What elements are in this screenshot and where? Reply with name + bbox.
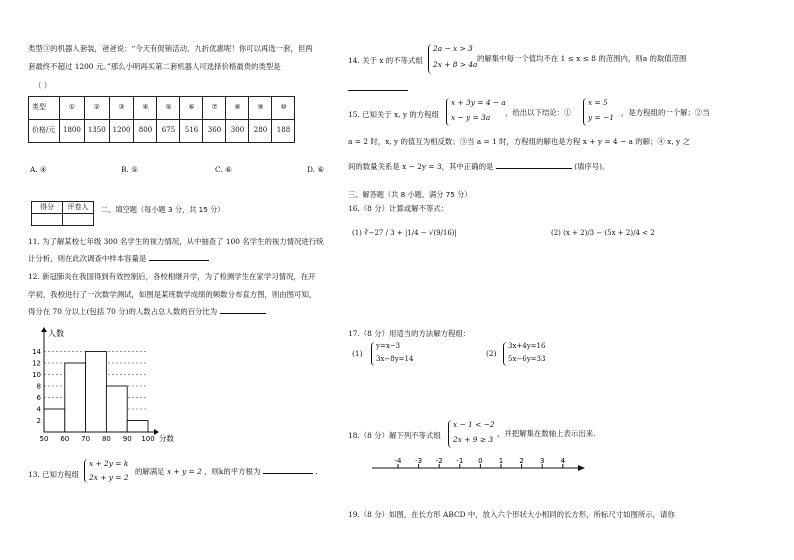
q14-answer-blank[interactable] bbox=[348, 80, 408, 91]
type-cell: ④ bbox=[134, 97, 157, 120]
type-cell: ⑦ bbox=[203, 97, 226, 120]
q13-mid: 的解满足 bbox=[135, 467, 165, 476]
q10-intro-line1: 类型③的机器人套装，爸爸说：“今天有促销活动，九折优惠呢！你可以再选一套，但两 bbox=[28, 44, 313, 53]
q13-prefix: 13. 已知方程组 bbox=[28, 470, 80, 479]
q15-after: ，是方程组的一个解；②当 bbox=[621, 108, 710, 117]
option-d: D. ⑥ bbox=[307, 165, 324, 174]
q12-line2: 学初，我校进行了一次数学测试，如图是某班数学成绩的频数分布直方图，则由图可知， bbox=[28, 290, 317, 299]
y-tick-label: 6 bbox=[36, 394, 41, 402]
x-tick-label: 70 bbox=[81, 435, 91, 443]
x-tick-label: 90 bbox=[122, 435, 132, 443]
q18-eq1: x − 1 < −2 bbox=[453, 420, 495, 429]
q17-2-label: (2) bbox=[486, 349, 497, 358]
number-line-label: 4 bbox=[560, 457, 566, 465]
y-tick-label: 14 bbox=[32, 348, 41, 356]
y-tick-label: 4 bbox=[36, 405, 41, 414]
number-line-label: -2 bbox=[435, 457, 443, 465]
q15-eq1: x + 3y = 4 − a bbox=[451, 98, 506, 107]
score-box bbox=[31, 201, 94, 226]
price-cell: 280 bbox=[249, 120, 272, 143]
type-cell: ③ bbox=[109, 97, 134, 120]
q15-end: (填序号)。 bbox=[574, 162, 610, 171]
q18-eq2: 2x + 9 ≥ 3 bbox=[453, 435, 494, 444]
q15-text: 间的数量关系是 x − 2y = 3，其中正确的是 bbox=[348, 162, 494, 171]
price-cell: 800 bbox=[134, 120, 157, 143]
section-2-heading: 二、填空题（每小题 3 分，共 15 分） bbox=[101, 205, 225, 214]
price-cell: 300 bbox=[226, 120, 249, 143]
q17-1-label: (1) bbox=[352, 349, 363, 358]
q13-cond: x + y = 2 bbox=[166, 467, 202, 476]
number-line-label: 1 bbox=[498, 457, 504, 465]
type-cell: ② bbox=[84, 97, 109, 120]
q11-line2 bbox=[28, 254, 209, 264]
q14-eq1: 2a − x > 3 bbox=[433, 44, 473, 53]
histogram-chart bbox=[28, 329, 174, 443]
y-axis-label: 人数 bbox=[48, 329, 64, 338]
x-tick-label: 80 bbox=[101, 435, 111, 443]
q17-1-eq2: 3x−8y=14 bbox=[376, 355, 414, 363]
price-cell: 516 bbox=[180, 120, 203, 143]
number-line-label: -3 bbox=[415, 457, 423, 465]
y-tick-label: 12 bbox=[32, 359, 41, 368]
q14-eq2: 2x + 8 > 4a bbox=[433, 60, 478, 69]
q15-mid: ，给出以下结论：① bbox=[505, 108, 572, 117]
q13 bbox=[28, 470, 79, 480]
price-table bbox=[28, 96, 295, 143]
section-3-heading: 三、解答题（共 8 小题，满分 75 分） bbox=[348, 190, 472, 199]
y-axis-arrow bbox=[41, 327, 47, 332]
q11-answer-blank[interactable] bbox=[149, 260, 209, 261]
option-c: C. ⑥ bbox=[215, 165, 232, 174]
type-cell: ⑧ bbox=[226, 97, 249, 120]
q10-intro-line2: 套最终不超过 1200 元。”那么小明再买第二套机器人可选择价格最贵的类型是 bbox=[28, 62, 281, 71]
q16-part2: (2) (x + 2)/3 − (5x + 2)/4 < 2 bbox=[551, 229, 655, 237]
number-line-label: 0 bbox=[478, 457, 483, 465]
number-line-label: -4 bbox=[394, 457, 402, 465]
histogram-bar bbox=[106, 386, 127, 432]
q13-answer-blank[interactable] bbox=[263, 473, 313, 474]
q15-sol1: x = 5 bbox=[588, 98, 608, 107]
q15-line3 bbox=[348, 162, 609, 172]
q13-suffix: ，则k的平方根为 bbox=[204, 467, 261, 476]
q17-2-eq2: 5x−6y=33 bbox=[508, 355, 546, 363]
type-cell: ⑥ bbox=[180, 97, 203, 120]
q15-line2: a = 2 时，x, y 的值互为相反数；③当 a = 1 时，方程组的解也是方程 x + y = 4 − a 的解；④ x, y 之 bbox=[348, 137, 690, 146]
grader-label: 评卷人 bbox=[63, 202, 94, 214]
price-cell: 1200 bbox=[109, 120, 134, 143]
q17-2-eq1: 3x+4y=16 bbox=[508, 342, 546, 350]
q18-suffix: ，并把解集在数轴上表示出来. bbox=[497, 429, 596, 438]
q13-eq2: 2x + y = 2 bbox=[89, 473, 129, 482]
q17-title: 17.（8 分）用适当的方法解方程组： bbox=[348, 329, 471, 338]
q18-prefix: 18.（8 分）解下列不等式组 bbox=[348, 431, 441, 440]
table-row bbox=[29, 120, 295, 143]
number-line-label: 3 bbox=[539, 457, 545, 465]
q14-prefix: 14. 关于 x 的不等式组 bbox=[348, 56, 423, 65]
price-cell: 675 bbox=[157, 120, 180, 143]
q15-prefix: 15. 已知关于 x, y 的方程组 bbox=[348, 110, 439, 119]
q12-line3 bbox=[28, 307, 266, 317]
score-label: 得分 bbox=[32, 202, 63, 214]
q15-sol2: y = −1 bbox=[588, 113, 614, 122]
x-axis-label: 分数 bbox=[159, 434, 174, 443]
number-line-ticks bbox=[395, 457, 566, 468]
histogram-y-ticks bbox=[32, 348, 41, 425]
number-line-arrow bbox=[578, 465, 585, 471]
q12-text: 得分在 70 分以上(包括 70 分)的人数占总人数的百分比为 bbox=[28, 307, 218, 316]
histogram-bars bbox=[44, 352, 148, 433]
type-cell: ① bbox=[60, 97, 85, 120]
number-line-label: -1 bbox=[456, 457, 464, 465]
q10-answer-paren: （ ） bbox=[34, 81, 52, 90]
table-header-price: 价格/元 bbox=[29, 120, 60, 143]
q16-part1: (1) ∛−27 / 3 + |1/4 − √(9/16)| bbox=[352, 229, 457, 237]
number-line bbox=[372, 458, 592, 486]
type-cell: ⑩ bbox=[272, 97, 295, 120]
q13-rest: 的解满足 x + y = 2 ，则k的平方根为 . bbox=[135, 467, 318, 476]
y-tick-label: 10 bbox=[32, 371, 41, 379]
table-row bbox=[29, 97, 295, 120]
grader-cell bbox=[63, 214, 94, 226]
price-cell: 1800 bbox=[60, 120, 85, 143]
y-tick-label: 8 bbox=[36, 382, 41, 391]
x-tick-label: 60 bbox=[60, 435, 70, 443]
q15-eq2: x − y = 3a bbox=[451, 113, 491, 122]
score-cell bbox=[32, 214, 63, 226]
q15-answer-blank[interactable] bbox=[496, 168, 572, 169]
price-cell: 360 bbox=[203, 120, 226, 143]
q12-answer-blank[interactable] bbox=[220, 313, 266, 314]
type-cell: ⑤ bbox=[157, 97, 180, 120]
q14-suffix: 的解集中每一个值均不在 1 ≤ x ≤ 8 的范围内，则a 的取值范围 bbox=[477, 54, 687, 63]
q12-line1: 12. 新冠肺炎在我国得到有效控制后，各校相继开学，为了检测学生在家学习情况，在开 bbox=[28, 272, 316, 281]
q17-1-eq1: y=x−3 bbox=[376, 342, 401, 350]
option-a: A. ④ bbox=[30, 165, 47, 174]
histogram-x-ticks bbox=[40, 435, 155, 443]
y-tick-label: 2 bbox=[36, 417, 41, 425]
q19-line: 19.（8 分）如图，在长方形 ABCD 中，放入六个形状大小相同的长方形，所标尺寸如图所示，请你 bbox=[348, 510, 675, 519]
q16-title: 16.（8 分）计算或解不等式： bbox=[348, 204, 449, 213]
q11-text: 计分析，则在此次调查中样本容量是 bbox=[28, 254, 147, 263]
histogram-bar bbox=[127, 421, 148, 433]
number-line-label: 2 bbox=[519, 457, 524, 465]
histogram-bar bbox=[65, 363, 86, 432]
price-cell: 1350 bbox=[84, 120, 109, 143]
table-header-type: 类型 bbox=[29, 97, 60, 120]
x-tick-label: 50 bbox=[39, 435, 49, 443]
type-cell: ⑨ bbox=[249, 97, 272, 120]
q13-eq1: x + 2y = k bbox=[89, 459, 129, 468]
option-b: B. ⑤ bbox=[121, 165, 138, 174]
histogram-bar bbox=[86, 352, 107, 433]
q11-line1: 11. 为了解某校七年级 300 名学生的视力情况，从中抽查了 100 名学生的视力情况进行统 bbox=[28, 237, 324, 246]
price-cell: 188 bbox=[272, 120, 295, 143]
x-tick-label: 100 bbox=[141, 435, 155, 443]
histogram-bar bbox=[44, 409, 65, 432]
